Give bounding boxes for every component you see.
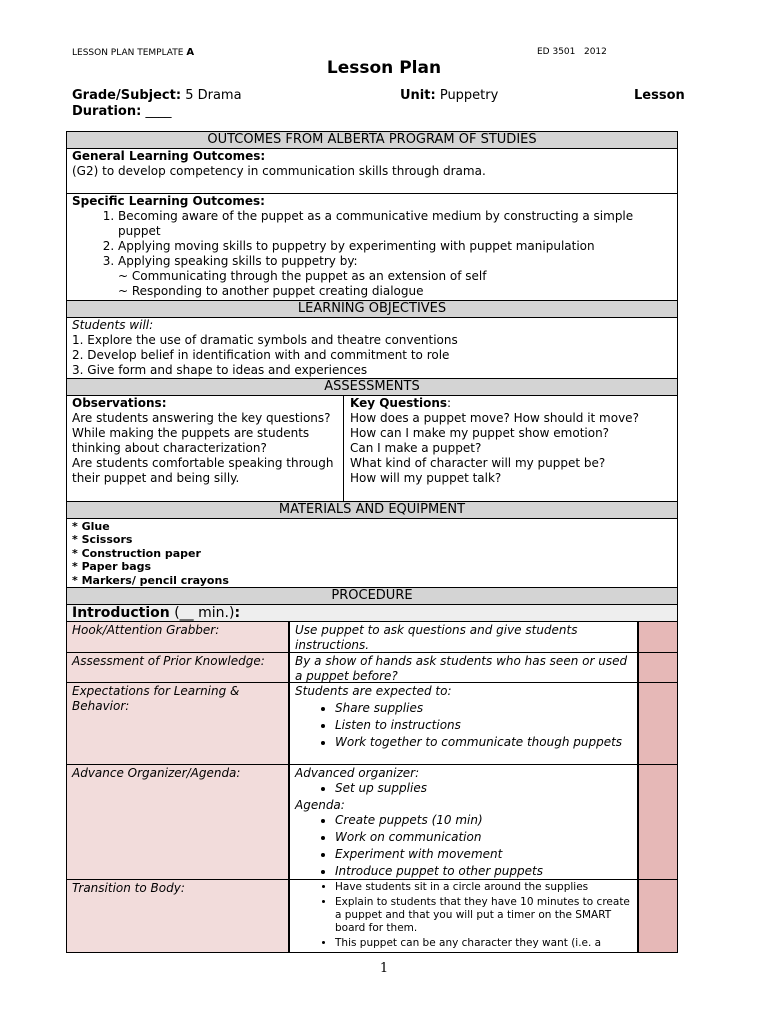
specific-outcome-item: 1. Becoming aware of the puppet as a communicative medium by constructing a simple puppet [118,209,672,239]
objective-item: 3. Give form and shape to ideas and experiences [72,363,368,377]
objectives-heading: LEARNING OBJECTIVES [66,300,678,318]
observations-label: Observations: [72,396,167,410]
outcomes-heading: OUTCOMES FROM ALBERTA PROGRAM OF STUDIES [66,131,678,149]
prior-knowledge-label: Assessment of Prior Knowledge: [66,652,289,683]
expectation-item: • Work together to communicate though puppets [335,735,632,750]
objectives-intro: Students will: [72,318,154,332]
transition-item: • This puppet can be any character they want (i.e. a [335,937,632,950]
agenda-heading: Agenda: [295,798,345,812]
prior-knowledge-notes-cell [638,652,678,683]
introduction-label: Introduction [72,605,170,621]
unit [400,88,498,103]
lesson-label: Lesson [634,88,685,103]
general-outcomes-label: General Learning Outcomes: [72,149,266,163]
course-code-line [537,47,607,57]
grade-subject [72,88,242,103]
procedure-heading: PROCEDURE [66,587,678,605]
expectation-item: • Share supplies [335,701,632,716]
material-item: * Paper bags [72,560,152,574]
grade-value: 5 Drama [185,88,242,103]
expectations-intro: Students are expected to: [295,684,452,698]
transition-item: • Explain to students that they have 10 minutes to create a puppet and that you will put a timer on the SMART board for them. [335,896,632,935]
specific-outcomes-list [72,209,672,269]
course-code: ED 3501 [537,47,576,57]
transition-item: • Have students sit in a circle around the supplies [335,881,632,894]
transition-label: Transition to Body: [66,879,289,953]
organizer-heading: Advanced organizer: [295,766,420,780]
objective-item: 1. Explore the use of dramatic symbols and theatre conventions [72,333,458,347]
agenda-item: • Experiment with movement [335,847,632,862]
key-question-item: What kind of character will my puppet be? [350,456,606,470]
transition-list [295,881,632,950]
page-title: Lesson Plan [326,58,442,78]
unit-label: Unit: [400,88,436,103]
agenda-item: • Introduce puppet to other puppets [335,864,632,879]
page-number: 1 [379,961,389,976]
specific-outcomes-box [66,193,678,301]
agenda-list [295,813,632,879]
duration-value: ____ [145,104,172,119]
materials-heading: MATERIALS AND EQUIPMENT [66,501,678,519]
expectations-notes-cell [638,682,678,765]
material-item: * Glue [72,520,110,533]
material-item: * Scissors [72,533,133,547]
material-item: * Construction paper [72,546,201,560]
introduction-time: (__ min.) [174,605,235,621]
template-label: LESSON PLAN TEMPLATE [72,48,184,58]
hook-notes-cell [638,621,678,653]
observation-item: While making the puppets are students thinking about characterization? [72,426,310,455]
observation-item: Are students answering the key questions? [72,411,331,425]
expectations-label: Expectations for Learning & Behavior: [66,682,289,765]
objective-item: 2. Develop belief in identification with and commitment to role [72,348,450,362]
key-questions-label: Key Questions [350,396,448,410]
specific-outcome-item: 2. Applying moving skills to puppetry by experimenting with puppet manipulation [118,239,672,254]
observations-box [66,395,344,502]
key-question-item: How can I make my puppet show emotion? [350,426,610,440]
introduction-row: Introduction (__ min.): [66,604,678,622]
transition-cell [289,879,638,953]
expectations-cell [289,682,638,765]
objectives-box [66,317,678,379]
organizer-label: Advance Organizer/Agenda: [66,764,289,880]
general-outcomes-box [66,148,678,194]
key-question-item: How does a puppet move? How should it move? [350,411,639,425]
material-item: * Markers/ pencil crayons [72,573,229,587]
expectation-item: • Listen to instructions [335,718,632,733]
hook-label: Hook/Attention Grabber: [66,621,289,653]
specific-outcomes-label: Specific Learning Outcomes: [72,194,265,208]
assessments-heading: ASSESSMENTS [66,378,678,396]
duration-label: Duration: [72,104,142,119]
agenda-item: • Work on communication [335,830,632,845]
specific-sub-item: ~ Responding to another puppet creating dialogue [118,284,424,298]
organizer-item: • Set up supplies [335,781,632,796]
observation-item: Are students comfortable speaking through their puppet and being silly. [72,456,334,485]
expectations-list [295,701,632,750]
key-question-item: Can I make a puppet? [350,441,482,455]
template-letter: A [186,47,195,58]
general-outcomes-text: (G2) to develop competency in communication skills through drama. [72,164,486,178]
organizer-notes-cell [638,764,678,880]
specific-sub-item: ~ Communicating through the puppet as an extension of self [118,269,487,283]
duration [72,104,171,119]
course-year: 2012 [583,47,607,57]
transition-notes-cell [638,879,678,953]
hook-text: Use puppet to ask questions and give students instructions. [289,621,638,653]
agenda-item: • Create puppets (10 min) [335,813,632,828]
specific-outcome-item: 3. Applying speaking skills to puppetry by: [118,254,672,269]
organizer-cell [289,764,638,880]
key-question-item: How will my puppet talk? [350,471,502,485]
grade-label: Grade/Subject: [72,88,182,103]
template-label-line [72,47,194,58]
key-questions-box: Key Questions: How does a puppet move? How should it move? How can I make my puppet show emotion? Can I make a puppet? What kind of character will my puppet be? How will my puppet talk? [343,395,678,502]
unit-value: Puppetry [439,88,499,103]
prior-knowledge-text: By a show of hands ask students who has seen or used a puppet before? [289,652,638,683]
organizer-list [295,781,632,796]
materials-box [66,518,678,588]
